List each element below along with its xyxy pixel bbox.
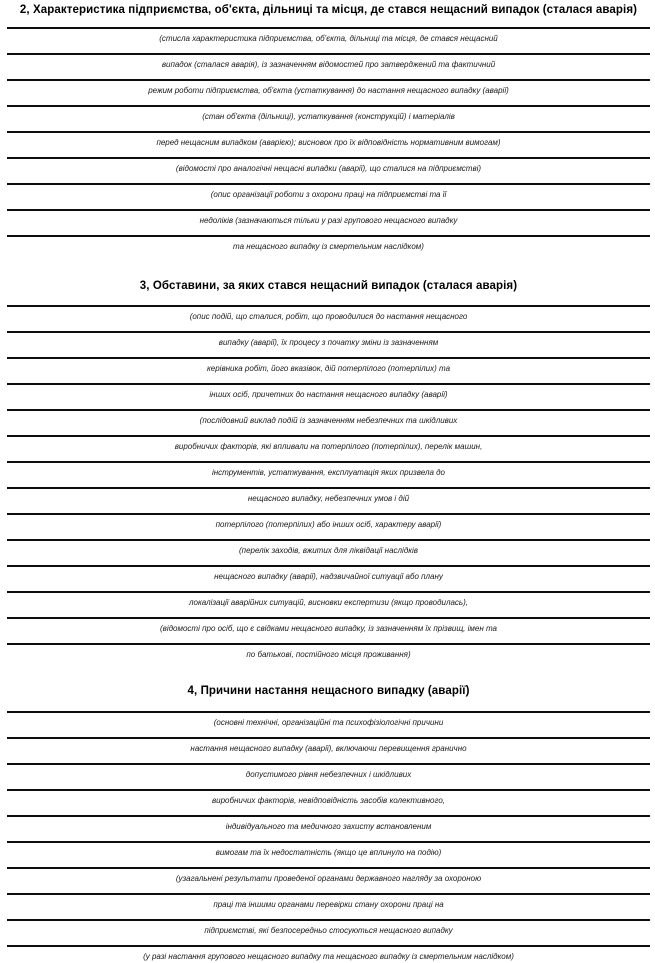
row-caption: (відомості про осіб, що є свідками нещасного випадку, із зазначенням їх прізвищ, імен та bbox=[160, 624, 497, 633]
row-caption: недоліків (зазначаються тільки у разі групового нещасного випадку bbox=[199, 216, 458, 225]
row-caption: вимогам та їх недостатність (якщо це вплинуло на подію) bbox=[215, 848, 442, 857]
section-3-rows bbox=[7, 305, 650, 669]
form-row bbox=[7, 183, 650, 209]
row-caption: (узагальнені результати проведеної органами державного нагляду за охороною bbox=[175, 874, 482, 883]
row-caption: праці та іншими органами перевірки стану охорони праці на bbox=[213, 900, 444, 909]
row-caption: підприємстві, які безпосередньо стосуються нещасного випадку bbox=[204, 926, 453, 935]
form-row bbox=[7, 565, 650, 591]
row-caption: по батькові, постійного місця проживання) bbox=[246, 650, 411, 659]
form-row bbox=[7, 79, 650, 105]
row-caption: (перелік заходів, вжитих для ліквідації наслідків bbox=[239, 546, 418, 555]
form-row bbox=[7, 763, 650, 789]
row-caption: (опис подій, що сталися, робіт, що проводилися до настання нещасного bbox=[189, 312, 468, 321]
form-row bbox=[7, 539, 650, 565]
form-row bbox=[7, 27, 650, 53]
row-caption: керівника робіт, його вказівок, дій потерпілого (потерпілих) та bbox=[206, 364, 451, 373]
form-row bbox=[7, 409, 650, 435]
section-2-rows bbox=[7, 27, 650, 261]
form-row bbox=[7, 919, 650, 945]
row-caption: (стан об'єкта (дільниці), устаткування (конструкцій) і матеріалів bbox=[202, 112, 455, 121]
section-2-enterprise-characteristics bbox=[7, 3, 650, 261]
row-caption: індивідуального та медичного захисту встановленим bbox=[225, 822, 432, 831]
row-caption: випадок (сталася аварія), із зазначенням відомостей про затверджений та фактичний bbox=[161, 60, 496, 69]
row-caption: виробничих факторів, невідповідність засобів колективного, bbox=[211, 796, 446, 805]
form-row bbox=[7, 157, 650, 183]
form-row bbox=[7, 383, 650, 409]
row-caption: настання нещасного випадку (аварії), включаючи перевищення гранично bbox=[190, 744, 467, 753]
form-row bbox=[7, 867, 650, 893]
form-row bbox=[7, 513, 650, 539]
form-row bbox=[7, 789, 650, 815]
row-caption: виробничих факторів, які впливали на потерпілого (потерпілих), перелік машин, bbox=[174, 442, 483, 451]
form-row bbox=[7, 331, 650, 357]
form-row bbox=[7, 737, 650, 763]
form-row bbox=[7, 305, 650, 331]
row-caption: нещасного випадку, небезпечних умов і дій bbox=[247, 494, 410, 503]
form-row bbox=[7, 643, 650, 669]
row-caption: (стисла характеристика підприємства, об'єкта, дільниці та місця, де стався нещасний bbox=[159, 34, 498, 43]
form-row bbox=[7, 209, 650, 235]
form-row bbox=[7, 105, 650, 131]
form-row bbox=[7, 945, 650, 963]
row-caption: перед нещасним випадком (аварією); висновок про їх відповідність нормативним вимогам) bbox=[156, 138, 501, 147]
form-row bbox=[7, 617, 650, 643]
form-row bbox=[7, 461, 650, 487]
form-row bbox=[7, 591, 650, 617]
form-row bbox=[7, 711, 650, 737]
form-row bbox=[7, 435, 650, 461]
form-row bbox=[7, 357, 650, 383]
row-caption: (опис організації роботи з охорони праці на підприємстві та її bbox=[210, 190, 447, 199]
section-4-heading: 4, Причини настання нещасного випадку (аварії) bbox=[187, 685, 470, 697]
form-row bbox=[7, 235, 650, 261]
row-caption: режим роботи підприємства, об'єкта (устаткування) до настання нещасного випадку (аварії) bbox=[148, 86, 509, 95]
form-row bbox=[7, 893, 650, 919]
row-caption: (основні технічні, організаційні та психофізіологічні причини bbox=[213, 718, 444, 727]
section-4-rows bbox=[7, 711, 650, 963]
form-row bbox=[7, 131, 650, 157]
row-caption: локалізації аварійних ситуацій, висновки експертизи (якщо проводилась), bbox=[188, 598, 468, 607]
row-caption: інших осіб, причетних до настання нещасного випадку (аварії) bbox=[209, 390, 448, 399]
row-caption: інструментів, устаткування, експлуатація яких призвела до bbox=[211, 468, 446, 477]
section-2-heading: 2, Характеристика підприємства, об'єкта, дільниці та місця, де стався нещасний випадок (сталася аварія) bbox=[19, 4, 638, 16]
row-caption: (відомості про аналогічні нещасні випадки (аварії), що сталися на підприємстві) bbox=[175, 164, 482, 173]
row-caption: нещасного випадку (аварії), надзвичайної ситуації або плану bbox=[214, 572, 443, 581]
section-4-causes bbox=[7, 684, 650, 963]
form-row bbox=[7, 815, 650, 841]
form-row bbox=[7, 53, 650, 79]
row-caption: допустимого рівня небезпечних і шкідливих bbox=[245, 770, 412, 779]
row-caption: (послідовний виклад подій із зазначенням небезпечних та шкідливих bbox=[199, 416, 458, 425]
row-caption: потерпілого (потерпілих) або інших осіб, характеру аварії) bbox=[215, 520, 442, 529]
section-3-heading: 3, Обставини, за яких стався нещасний випадок (сталася аварія) bbox=[139, 280, 518, 292]
row-caption: та нещасного випадку із смертельним наслідком) bbox=[233, 242, 424, 251]
row-caption: випадку (аварії), їх процесу з початку зміни із зазначенням bbox=[218, 338, 439, 347]
form-row bbox=[7, 487, 650, 513]
section-3-circumstances bbox=[7, 279, 650, 669]
row-caption: (у разі настання групового нещасного випадку та нещасного випадку із смертельним наслідком) bbox=[143, 952, 514, 961]
form-row bbox=[7, 841, 650, 867]
